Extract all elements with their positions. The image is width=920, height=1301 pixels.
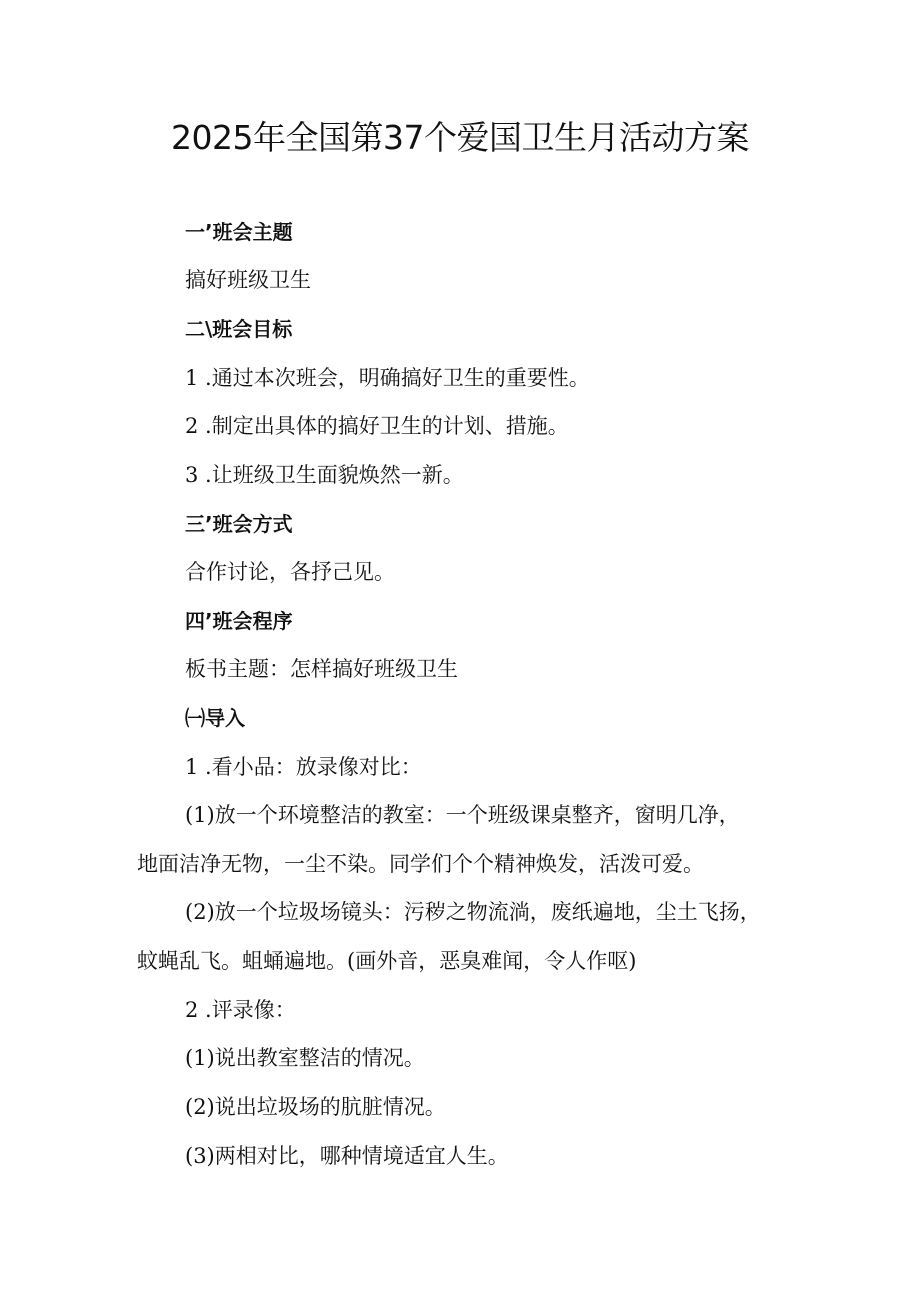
intro-paragraph-clean-1: (1)放一个环境整洁的教室：一个班级课桌整齐，窗明几净， [185,803,740,827]
section-heading-procedure: 四’班会程序 [185,609,293,633]
goal-item-1: 1 .通过本次班会，明确搞好卫生的重要性。 [185,366,590,390]
section-heading-method: 三’班会方式 [185,512,293,536]
intro-item-2: 2 .评录像： [185,998,296,1022]
goal-item-2: 2 .制定出具体的搞好卫生的计划、措施。 [185,414,569,438]
section-heading-theme: 一’班会主题 [185,220,293,244]
intro-paragraph-dump-1: (2)放一个垃圾场镜头：污秽之物流淌，废纸遍地，尘土飞扬， [185,900,761,924]
intro-paragraph-clean-2: 地面洁净无物，一尘不染。同学们个个精神焕发，活泼可爱。 [137,852,704,876]
intro-item-1: 1 .看小品：放录像对比： [185,755,422,779]
review-item-1: (1)说出教室整洁的情况。 [185,1046,425,1070]
review-item-3: (3)两相对比，哪种情境适宜人生。 [185,1144,509,1168]
section-heading-goals: 二\班会目标 [185,317,293,341]
subsection-heading-intro: ㈠导入 [185,706,245,730]
paragraph-method: 合作讨论，各抒己见。 [185,560,395,584]
document-title: 2025年全国第37个爱国卫生月活动方案 [171,118,749,157]
paragraph-board-theme: 板书主题：怎样搞好班级卫生 [185,657,458,681]
intro-paragraph-dump-2: 蚊蝇乱飞。蛆蛹遍地。(画外音，恶臭难闻，令人作呕) [137,949,637,973]
goal-item-3: 3 .让班级卫生面貌焕然一新。 [185,463,464,487]
paragraph-theme: 搞好班级卫生 [185,268,311,292]
review-item-2: (2)说出垃圾场的肮脏情况。 [185,1095,446,1119]
